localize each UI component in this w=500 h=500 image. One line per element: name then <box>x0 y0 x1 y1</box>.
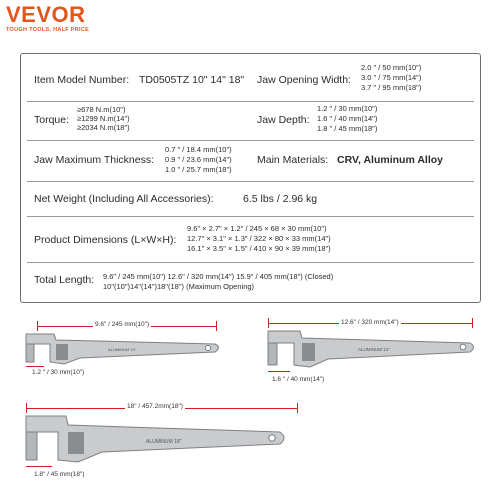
weight-label: Net Weight (Including All Accessories): <box>34 193 214 205</box>
materials-value: CRV, Aluminum Alloy <box>337 154 443 166</box>
dimensions-value: 12.7" × 3.1" × 1.3" / 322 × 80 × 33 mm(14") <box>187 234 331 243</box>
w14-length-label: 12.6" / 320 mm(14") <box>341 319 399 326</box>
jaw-dimension-line <box>268 371 290 372</box>
w10-jaw-label: 1.2 " / 30 mm(10") <box>32 369 85 376</box>
total-length-open: 10"(10")14"(14")18"(18") (Maximum Opening) <box>103 282 255 291</box>
jaw-opening-value: 3.0 " / 75 mm(14") <box>361 73 422 82</box>
jaw-thickness-value: 0.7 " / 18.4 mm(10") <box>165 145 232 154</box>
jaw-depth-value: 1.6 " / 40 mm(14") <box>317 114 378 123</box>
model-value: TD0505TZ 10" 14" 18" <box>139 74 245 86</box>
torque-value: ≥2034 N.m(18") <box>77 123 130 132</box>
dimensions-value: 9.6" × 2.7" × 1.2" / 245 × 68 × 30 mm(10") <box>187 224 327 233</box>
jaw-thickness-value: 1.0 " / 25.7 mm(18") <box>165 165 232 174</box>
w14-jaw-label: 1.6 " / 40 mm(14") <box>272 376 325 383</box>
total-length-closed: 9.6" / 245 mm(10") 12.6" / 320 mm(14") 15.9" / 405 mm(18") (Closed) <box>103 272 334 281</box>
brand-name: VEVOR <box>6 2 86 27</box>
pipe-wrench-14-image <box>262 327 482 373</box>
dimensions-label: Product Dimensions (L×W×H): <box>34 234 177 246</box>
spec-divider <box>27 181 474 182</box>
w18-length-label: 18" / 457.2mm(18") <box>127 403 183 410</box>
model-label: Item Model Number: <box>34 74 130 86</box>
jaw-opening-label: Jaw Opening Width: <box>257 74 351 86</box>
weight-value: 6.5 lbs / 2.96 kg <box>243 193 318 205</box>
pipe-wrench-10-image <box>20 330 225 370</box>
w18-engraving: ALUMINUM 18" <box>146 439 182 445</box>
spec-divider <box>27 262 474 263</box>
total-length-label: Total Length: <box>34 274 95 286</box>
materials-label: Main Materials: <box>257 154 329 166</box>
brand-tagline: TOUGH TOOLS, HALF PRICE <box>6 27 90 33</box>
brand-logo <box>6 4 89 33</box>
length-dimension-tick <box>297 403 298 413</box>
w10-length-label: 9.6" / 245 mm(10") <box>95 321 150 328</box>
jaw-depth-value: 1.8 " / 45 mm(18") <box>317 124 378 133</box>
torque-value: ≥1299 N.m(14") <box>77 114 130 123</box>
jaw-opening-value: 3.7 " / 95 mm(18") <box>361 83 422 92</box>
jaw-opening-value: 2.0 " / 50 mm(10") <box>361 63 422 72</box>
spec-divider <box>27 216 474 217</box>
pipe-wrench-18-image <box>18 412 293 470</box>
w18-jaw-label: 1.8" / 45 mm(18") <box>34 471 85 478</box>
spec-divider <box>27 140 474 141</box>
jaw-depth-value: 1.2 " / 30 mm(10") <box>317 104 378 113</box>
jaw-dimension-line <box>26 366 44 367</box>
w10-engraving: ALUMINUM 10" <box>108 347 137 352</box>
jaw-thickness-value: 0.9 " / 23.6 mm(14") <box>165 155 232 164</box>
torque-label: Torque: <box>34 114 70 126</box>
jaw-thickness-label: Jaw Maximum Thickness: <box>34 154 155 166</box>
torque-value: ≥678 N.m(10") <box>77 105 126 114</box>
jaw-dimension-line <box>26 466 52 467</box>
dimensions-value: 16.1" × 3.5" × 1.5" / 410 × 90 × 39 mm(18") <box>187 244 331 253</box>
jaw-depth-label: Jaw Depth: <box>257 114 310 126</box>
w14-engraving: ALUMINUM 14" <box>358 347 390 352</box>
spec-divider <box>27 101 474 102</box>
